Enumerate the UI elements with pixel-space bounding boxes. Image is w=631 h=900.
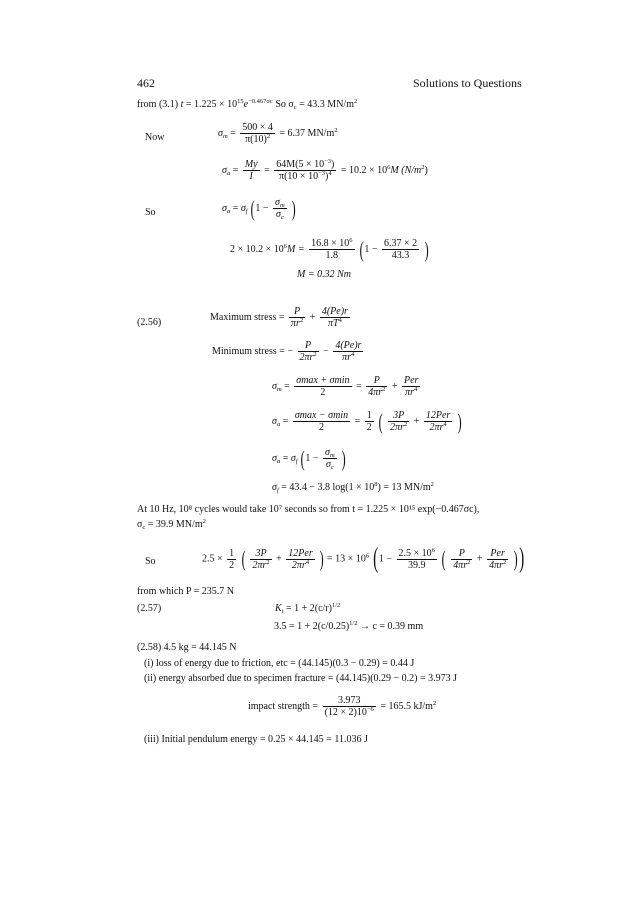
moment-equation: $2 \times 10.2 \times 10^6M$ = $\frac{16.8 \times 10^6}{1.8}$ (1 − $\frac{6.37 \times 2}{43.3}$ ) — [230, 236, 429, 262]
sigma-a-equation: $\sigma_a$ = $\frac{My}{I}$ = $\frac{64M(5 \times 10^{-3})}{\pi(10 \times 10^{-3})^4}$ = $10.2 \times 10^6M$ $(N/m^2)$ — [222, 158, 428, 182]
at-10hz-line-2: $\sigma_c = 39.9$ $MN/m^2$ — [137, 518, 206, 531]
impact-strength-equation: impact strength = $\frac{3.973}{(12 \times 2)10^{-6}}$ = 165.5 $kJ/m^2$ — [248, 695, 437, 718]
sigma-m-equation: $\sigma_m$ = $\frac{500 \times 4}{\pi(10)^2}$ = 6.37 $MN/m^2$ — [218, 122, 338, 145]
from-which-line: from which P = 235.7 N — [137, 586, 234, 597]
load-equation: 2.5 × $\frac{1}{2}$ ( $\frac{3P}{2\pi r^2}$ + 12Per $2\pi r^4$ ) = $13 \times 10^6$ (1 − $\frac{2.5 \times 10^6}{39.9}$ ( $\frac{P}{4\pi r^2}$ + Per $4\pi r^2$ )) — [202, 543, 525, 574]
label-2-57: (2.57) — [137, 603, 162, 614]
minimum-stress-equation: Minimum stress = − $\frac{P}{2\pi r^2}$ − $\frac{4(Pe)r}{\pi r^4}$ — [212, 340, 362, 363]
item-iii: (iii) Initial pendulum energy = 0.25 × 44.145 = 11.036 J — [144, 734, 368, 745]
label-so-1: So — [145, 207, 156, 218]
label-so-2: So — [145, 556, 156, 567]
sigma-f-line: $\sigma_f = 43.4 - 3.8$ $\log(1 \times 10^8) = 13$ $MN/m^2$ — [272, 481, 434, 494]
label-2-56: (2.56) — [137, 317, 162, 328]
moment-result: M = 0.32 Nm — [297, 269, 351, 280]
goodman-relation-2: $\sigma_a = \sigma_f$ (1 − $\frac{\sigma_m}{\sigma_c}$ ) — [272, 445, 346, 471]
item-ii: (ii) energy absorbed due to specimen fracture = (44.145)(0.29 − 0.2) = 3.973 J — [144, 673, 458, 684]
mass-line: (2.58) 4.5 kg = 44.145 N — [137, 642, 237, 653]
sigma-m-max-min-equation: $\sigma_m$ = σmax + σmin 2 = $\frac{P}{4\pi r^2}$ + Per $\pi r^4$ — [272, 375, 419, 398]
item-i: (i) loss of energy due to friction, etc = (44.145)(0.3 − 0.29) = 0.44 J — [144, 658, 415, 669]
goodman-relation: $\sigma_a = \sigma_f$ (1 − $\frac{\sigma_m}{\sigma_c}$ ) — [222, 195, 296, 221]
running-title: Solutions to Questions — [413, 76, 522, 90]
crack-length-equation: $3.5 = 1 + 2(c/0.25)^{1/2} \to c = 0.39$ mm — [274, 620, 424, 632]
at-10hz-line-1: At 10 Hz, 10⁸ cycles would take 10⁷ seconds so from t = 1.225 × 10¹⁵ exp(−0.467σc), — [137, 504, 480, 515]
label-now: Now — [145, 132, 165, 143]
kt-equation: $K_t = 1 + 2(c/r)^{1/2}$ — [275, 602, 341, 615]
from-3-1-line: from (3.1) $t = 1.225 \times 10^{15}e^{-0.467\sigma c}$ So $\sigma_c = 43.3$ $MN/m^2$ — [137, 98, 358, 111]
page-number: 462 — [137, 76, 155, 90]
maximum-stress-equation: Maximum stress = $\frac{P}{\pi r^2}$ + $\frac{4(Pe)r}{\pi T^4}$ — [210, 306, 348, 329]
sigma-a-max-min-equation: $\sigma_a$ = σmax − σmin 2 = $\frac{1}{2}$ ( $\frac{3P}{2\pi r^2}$ + 12Per $2\pi r^4$ ) — [272, 408, 462, 434]
